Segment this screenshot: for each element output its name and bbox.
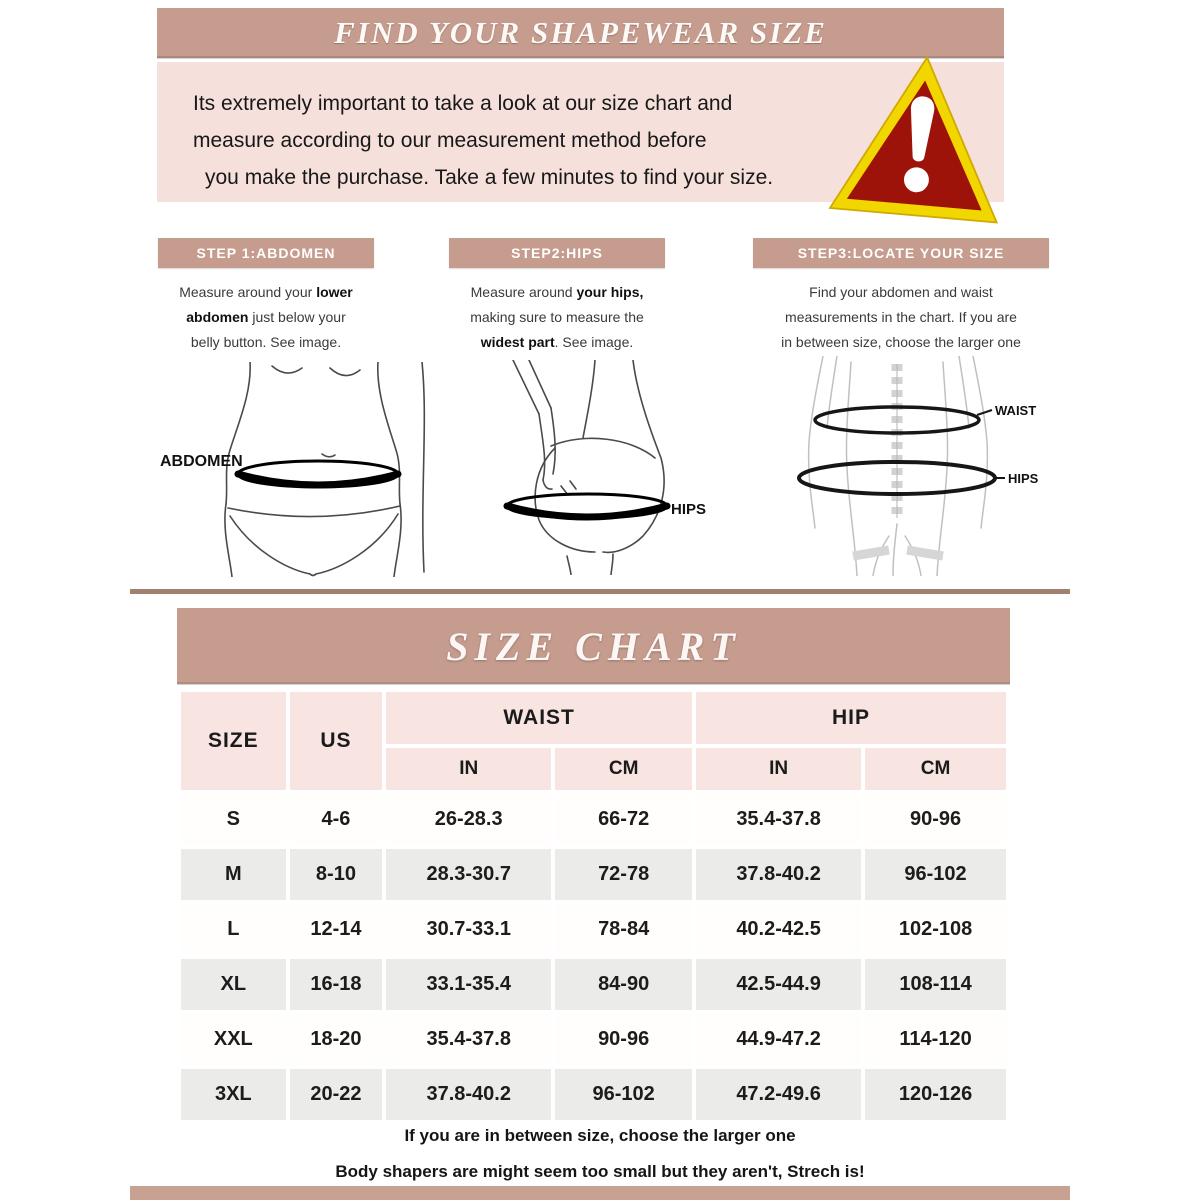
cell-hip_in: 35.4-37.8 xyxy=(696,794,861,845)
cell-hip_in: 37.8-40.2 xyxy=(696,849,861,900)
cell-size: L xyxy=(181,904,286,955)
abdomen-label: ABDOMEN xyxy=(160,453,243,470)
text-segment-bold: abdomen xyxy=(186,309,249,325)
cell-hip_in: 40.2-42.5 xyxy=(696,904,861,955)
size-chart-title-bar xyxy=(177,608,1010,684)
cell-hip_cm: 102-108 xyxy=(865,904,1006,955)
table-row xyxy=(181,794,1006,845)
waist-label: WAIST xyxy=(995,403,1037,418)
step-text-line xyxy=(417,280,697,305)
step-text-line xyxy=(417,330,697,355)
cell-hip_in: 47.2-49.6 xyxy=(696,1069,861,1120)
step-text-line: in between size, choose the larger one xyxy=(781,334,1021,350)
step-text-line xyxy=(126,280,406,305)
step3-title: STEP3:LOCATE YOUR SIZE xyxy=(797,245,1005,261)
cell-size: S xyxy=(181,794,286,845)
cell-us: 16-18 xyxy=(290,959,383,1010)
intro-line: measure according to our measurement method before xyxy=(193,129,707,152)
col-header-hip-in: IN xyxy=(696,748,861,790)
col-header-hip: HIP xyxy=(696,692,1006,744)
step-text-line: making sure to measure the xyxy=(470,309,644,325)
step-text-line: measurements in the chart. If you are xyxy=(785,309,1017,325)
table-row xyxy=(181,1014,1006,1065)
cell-size: XXL xyxy=(181,1014,286,1065)
text-segment: just below your xyxy=(248,309,346,325)
cell-waist_in: 33.1-35.4 xyxy=(386,959,551,1010)
col-header-size: SIZE xyxy=(181,692,286,790)
cell-waist_cm: 96-102 xyxy=(555,1069,692,1120)
cell-hip_cm: 114-120 xyxy=(865,1014,1006,1065)
cell-size: XL xyxy=(181,959,286,1010)
step1-description xyxy=(126,280,406,355)
text-segment: Measure around your xyxy=(179,284,317,300)
col-header-hip-cm: CM xyxy=(865,748,1006,790)
cell-size: M xyxy=(181,849,286,900)
cell-waist_cm: 84-90 xyxy=(555,959,692,1010)
table-header-row xyxy=(181,692,1006,744)
intro-line: you make the purchase. Take a few minutes to find your size. xyxy=(205,166,774,189)
col-header-waist: WAIST xyxy=(386,692,692,744)
warning-triangle-icon xyxy=(824,45,1016,234)
step-text-line: Find your abdomen and waist xyxy=(809,284,993,300)
col-header-waist-in: IN xyxy=(386,748,551,790)
footer-note-2: Body shapers are might seem too small but they aren't, Strech is! xyxy=(335,1162,865,1181)
page-title: FIND YOUR SHAPEWEAR SIZE xyxy=(334,15,827,50)
text-segment-bold: your hips, xyxy=(576,284,644,300)
cell-hip_cm: 108-114 xyxy=(865,959,1006,1010)
intro-line: Its extremely important to take a look at our size chart and xyxy=(193,92,733,115)
table-row xyxy=(181,849,1006,900)
cell-waist_in: 37.8-40.2 xyxy=(386,1069,551,1120)
step1-title: STEP 1:ABDOMEN xyxy=(196,245,336,261)
cell-waist_cm: 90-96 xyxy=(555,1014,692,1065)
cell-us: 12-14 xyxy=(290,904,383,955)
hips-figure xyxy=(455,360,725,580)
size-table-body xyxy=(181,794,1006,1120)
warning-triangle-svg xyxy=(824,45,1016,234)
text-segment-bold: lower xyxy=(316,284,353,300)
abdomen-figure xyxy=(160,362,440,582)
cell-us: 20-22 xyxy=(290,1069,383,1120)
cell-waist_in: 28.3-30.7 xyxy=(386,849,551,900)
cell-us: 4-6 xyxy=(290,794,383,845)
step-text-line xyxy=(126,305,406,330)
text-segment: . See image. xyxy=(554,334,634,350)
size-chart-table xyxy=(177,688,1010,1124)
cell-hip_cm: 120-126 xyxy=(865,1069,1006,1120)
cell-hip_cm: 96-102 xyxy=(865,849,1006,900)
text-segment-bold: widest part xyxy=(480,334,555,350)
hips-figure-svg xyxy=(455,360,725,575)
step2-description xyxy=(417,280,697,355)
cell-waist_cm: 78-84 xyxy=(555,904,692,955)
step3-description xyxy=(741,280,1061,355)
step3-header xyxy=(753,238,1049,268)
cell-waist_cm: 66-72 xyxy=(555,794,692,845)
step2-title: STEP2:HIPS xyxy=(511,245,603,261)
step-text-line: belly button. See image. xyxy=(190,334,342,350)
abdomen-figure-svg xyxy=(160,362,440,577)
col-header-waist-cm: CM xyxy=(555,748,692,790)
hips-label: HIPS xyxy=(671,501,707,518)
locate-size-figure xyxy=(753,356,1043,581)
size-chart-title: SIZE CHART xyxy=(446,623,741,669)
cell-us: 18-20 xyxy=(290,1014,383,1065)
step2-header xyxy=(449,238,665,268)
cell-waist_in: 30.7-33.1 xyxy=(386,904,551,955)
table-row xyxy=(181,1069,1006,1120)
cell-hip_in: 44.9-47.2 xyxy=(696,1014,861,1065)
cell-us: 8-10 xyxy=(290,849,383,900)
table-row xyxy=(181,959,1006,1010)
cell-hip_in: 42.5-44.9 xyxy=(696,959,861,1010)
cell-waist_in: 26-28.3 xyxy=(386,794,551,845)
cell-size: 3XL xyxy=(181,1069,286,1120)
section-divider xyxy=(130,589,1070,594)
cell-waist_cm: 72-78 xyxy=(555,849,692,900)
table-row xyxy=(181,904,1006,955)
footer-note-1: If you are in between size, choose the larger one xyxy=(404,1126,796,1145)
locate-size-figure-svg xyxy=(753,356,1043,576)
cell-waist_in: 35.4-37.8 xyxy=(386,1014,551,1065)
hips-label: HIPS xyxy=(1008,471,1039,486)
cell-hip_cm: 90-96 xyxy=(865,794,1006,845)
col-header-us: US xyxy=(290,692,383,790)
text-segment: Measure around xyxy=(470,284,577,300)
bottom-bar xyxy=(130,1186,1070,1200)
step1-header xyxy=(158,238,374,268)
